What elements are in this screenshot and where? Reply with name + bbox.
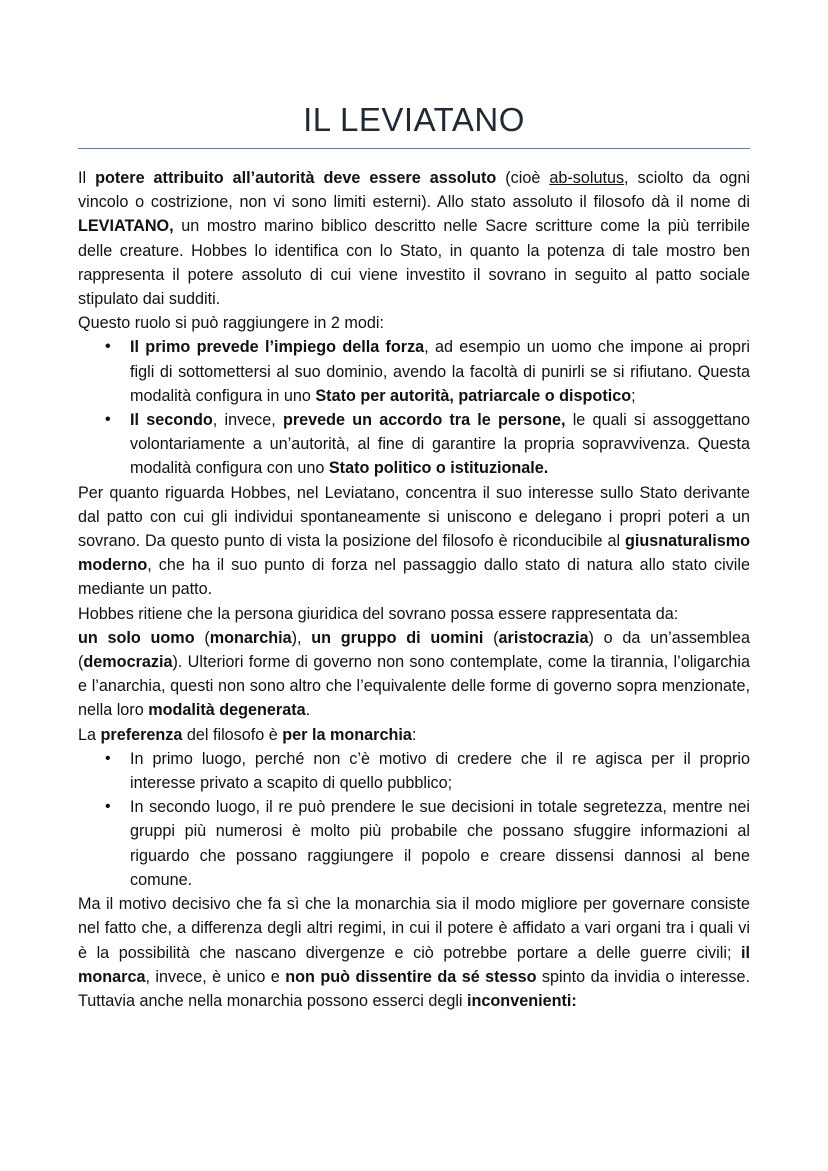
text-run: , sciolto da ogni vincolo o costrizione, non vi sono limiti esterni). Allo stato assoluto il filosofo dà il nome di bbox=[78, 169, 751, 212]
bold-run: per la monarchia bbox=[282, 725, 412, 744]
bold-run: potere attribuito all’autorità deve essere assoluto bbox=[95, 169, 497, 187]
text-run: le quali si assoggettano volontariamente a un’autorità, al fine di garantire la propria sopravvivenza. Questa modalità configura con uno bbox=[130, 411, 750, 478]
page-title: IL LEVIATANO bbox=[303, 101, 525, 138]
paragraph-hobbes bbox=[78, 481, 750, 602]
underlined-term: ab-solutus bbox=[549, 169, 625, 187]
bold-run: LEVIATANO, bbox=[78, 217, 174, 236]
text-run: ( bbox=[194, 628, 210, 647]
text-run: Ma il motivo decisivo che fa sì che la monarchia sia il modo migliore per governare consiste nel fatto che, a differenza degli altri regimi, in cui il potere è affidato a vari organi tra i quali vi è la possibilità che nascano divergenze e ciò potrebbe portare a delle guerre civili; bbox=[78, 895, 750, 962]
reasons-list bbox=[78, 747, 750, 892]
bold-run: un solo uomo bbox=[78, 628, 195, 647]
text-run: Per quanto riguarda Hobbes, nel Leviatano, concentra il suo interesse sullo Stato derivante dal patto con cui gli individui spontaneamente si uniscono e delegano i propri poteri a un sovrano. Da questo punto di vista la posizione del filosofo è riconducibile al bbox=[78, 483, 750, 551]
bold-run: prevede un accordo tra le persone, bbox=[282, 411, 566, 430]
text-run: La bbox=[78, 725, 101, 744]
bold-run: modalità degenerata bbox=[148, 701, 306, 720]
document-body bbox=[78, 166, 750, 1013]
list-item bbox=[78, 408, 750, 481]
bold-run: Il secondo bbox=[130, 411, 213, 430]
bold-run: monarchia bbox=[209, 628, 292, 647]
text-run: ) o da un’assemblea ( bbox=[78, 628, 751, 672]
title-underline bbox=[78, 148, 750, 149]
paragraph-intro bbox=[78, 166, 750, 311]
paragraph-forms bbox=[78, 626, 750, 723]
bullet-icon: • bbox=[105, 749, 111, 767]
text-run: un mostro marino biblico descritto nelle Sacre scritture come la più terribile delle creature. Hobbes lo identifica con lo Stato, in quanto la potenza di tale mostro ben rappresenta il potere assoluto di cui viene investito il sovrano in seguito al patto sociale stipulato dai sudditi. bbox=[78, 217, 750, 309]
text-run: : bbox=[411, 725, 417, 744]
text-run: (cioè bbox=[496, 169, 550, 187]
bold-run: un gruppo di uomini bbox=[311, 628, 484, 647]
text-run: ( bbox=[483, 628, 499, 647]
text-run: ). Ulteriori forme di governo non sono contemplate, come la tirannia, l’oligarchia e l’anarchia, questi non sono altro che l’equivalente delle forme di governo sopra menzionate, nella loro bbox=[78, 653, 750, 720]
text-run: , ad esempio un uomo che impone ai propri figli di sottomettersi al suo dominio, avendo la facoltà di punirli se si rifiutano. Questa modalità configura in uno bbox=[130, 338, 750, 405]
bold-run: preferenza bbox=[100, 725, 183, 744]
text-run: , che ha il suo punto di forza nel passaggio dallo stato di natura allo stato civile mediante un patto. bbox=[78, 556, 750, 599]
bold-run: il monarca bbox=[78, 943, 750, 986]
modes-list bbox=[78, 335, 750, 480]
bold-run: aristocrazia bbox=[498, 628, 589, 647]
bullet-icon: • bbox=[105, 411, 111, 429]
bold-run: inconvenienti: bbox=[467, 991, 577, 1010]
bold-run: Stato politico o istituzionale. bbox=[328, 459, 549, 478]
bullet-icon: • bbox=[105, 338, 111, 356]
text-run: Il bbox=[78, 169, 96, 187]
list-item bbox=[78, 335, 750, 408]
list-item bbox=[78, 747, 750, 795]
text-run: In primo luogo, perché non c’è motivo di credere che il re agisca per il proprio interesse privato a scapito di quello pubblico; bbox=[130, 749, 750, 793]
bold-run: Stato per autorità, patriarcale o dispotico bbox=[315, 386, 632, 405]
text-run: , invece, è unico e bbox=[145, 967, 286, 986]
paragraph-modes: Questo ruolo si può raggiungere in 2 modi: bbox=[78, 314, 384, 333]
bullet-icon: • bbox=[105, 798, 111, 816]
text-run: . bbox=[305, 701, 311, 720]
paragraph-preference bbox=[78, 723, 750, 747]
bold-run: Il primo prevede l’impiego della forza bbox=[130, 338, 425, 357]
text-run: , invece, bbox=[212, 411, 283, 430]
bold-run: giusnaturalismo moderno bbox=[78, 532, 750, 575]
paragraph-conclusion bbox=[78, 892, 750, 1013]
text-run: ), bbox=[291, 628, 312, 647]
paragraph-sovereign: Hobbes ritiene che la persona giuridica del sovrano possa essere rappresentata da: bbox=[78, 604, 679, 623]
list-item bbox=[78, 795, 750, 892]
text-run: ; bbox=[631, 386, 636, 405]
text-run: del filosofo è bbox=[182, 725, 283, 744]
bold-run: democrazia bbox=[83, 653, 173, 672]
text-run: spinto da invidia o interesse. Tuttavia anche nella monarchia possono esserci degli bbox=[78, 967, 750, 1010]
bold-run: non può dissentire da sé stesso bbox=[285, 967, 537, 986]
text-run: In secondo luogo, il re può prendere le sue decisioni in totale segretezza, mentre nei gruppi più numerosi è molto più probabile che possano sfuggire informazioni al riguardo che possano raggiungere il popolo e creare dissensi dannosi al bene comune. bbox=[130, 798, 750, 889]
